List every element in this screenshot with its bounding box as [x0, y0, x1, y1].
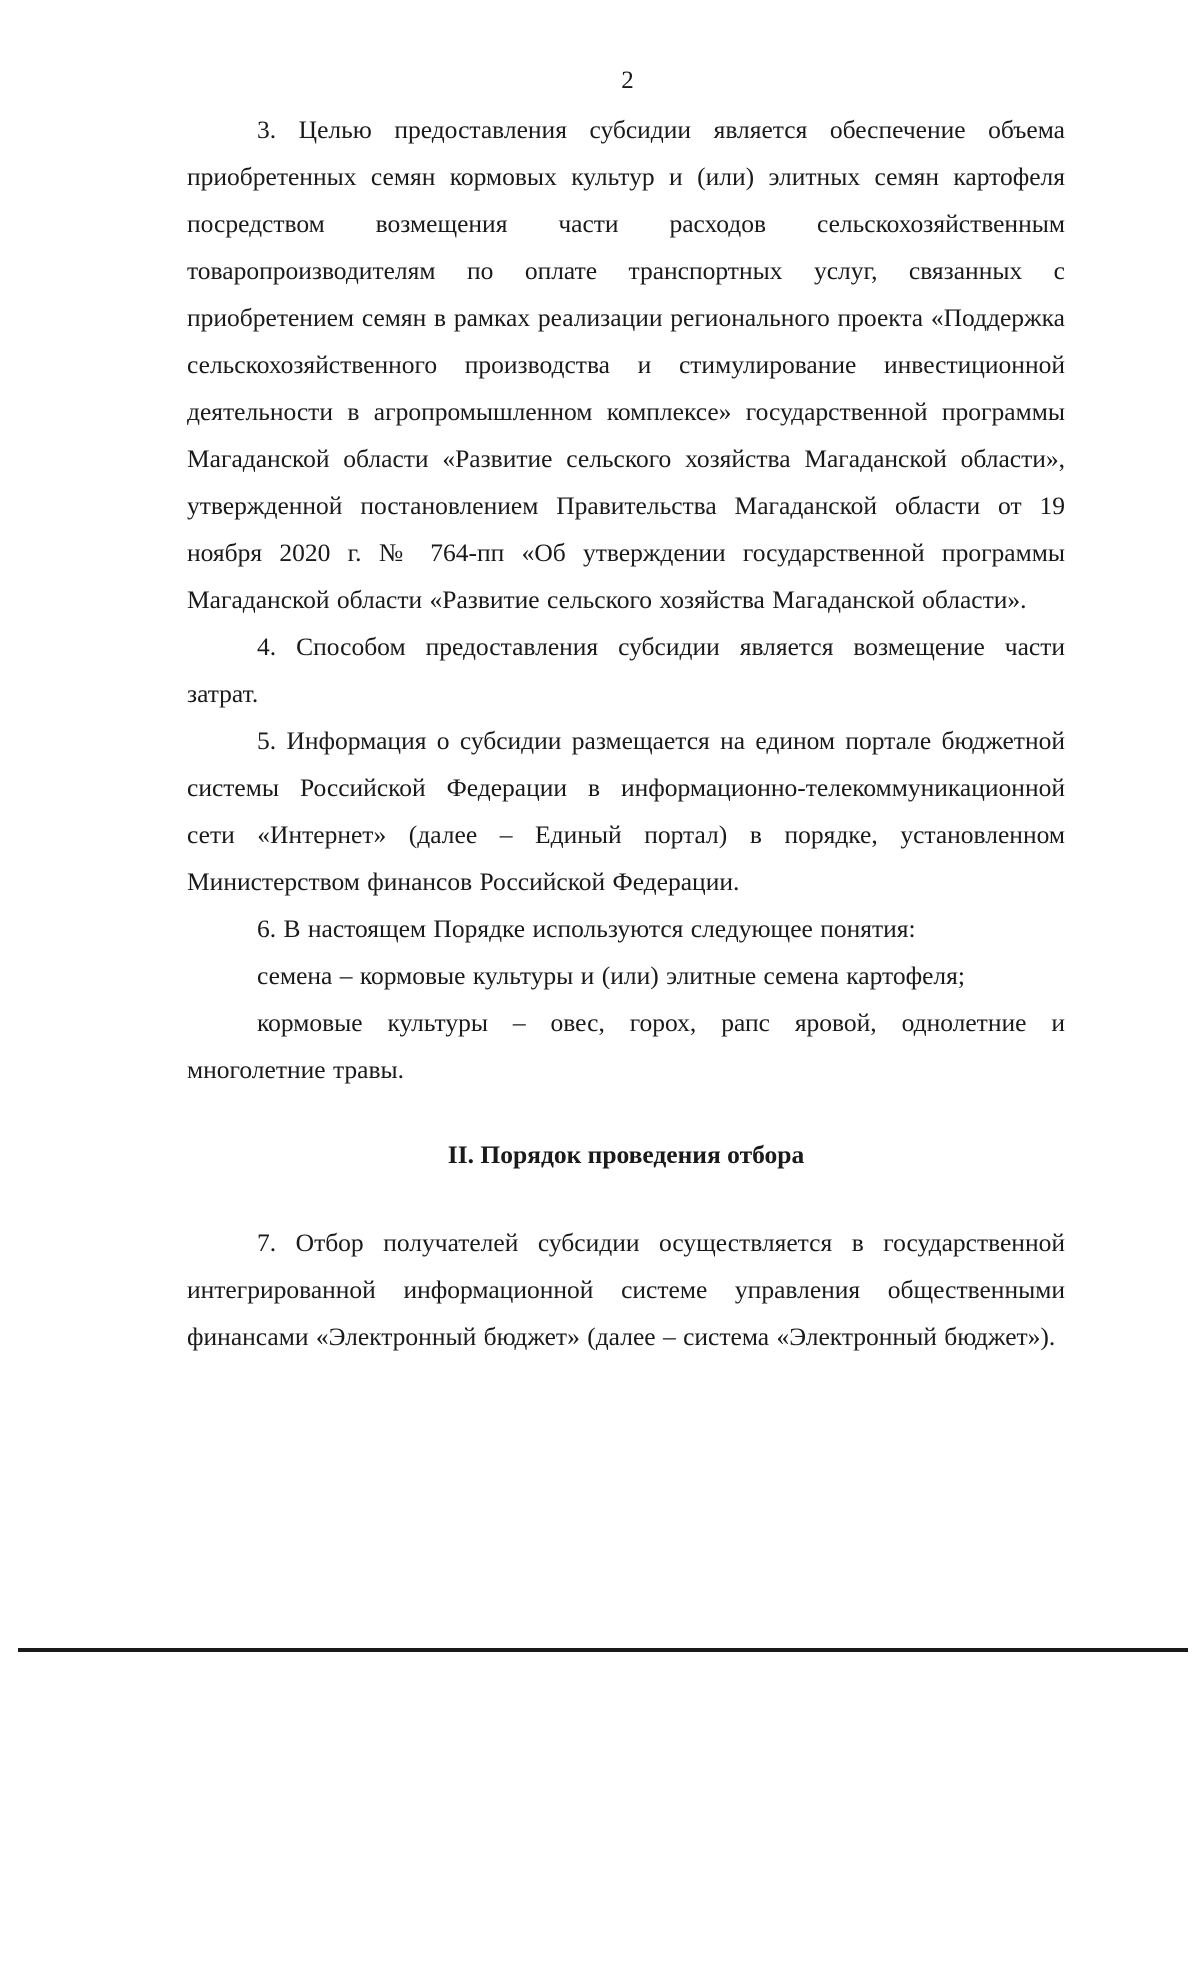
- paragraph-7-selection: 7. Отбор получателей субсидии осуществляется в государственной интегрированной информационной системе управления общественными финансами «Электронный бюджет» (далее – система «Электронный бюджет»).: [187, 1228, 1065, 1351]
- paragraph-3-subsidy-purpose: 3. Целью предоставления субсидии является обеспечение объема приобретенных семян кормовых культур и (или) элитных семян картофеля посредством возмещения части расходов сельскохозяйственным товаропроизводителям по оплате транспортных услуг, связанных с приобретением семян в рамках реализации регионального проекта «Поддержка сельскохозяйственного производства и стимулирование инвестиционной деятельности в агропромышленном комплексе» государственной программы Магаданской области «Развитие сельского хозяйства Магаданской области», утвержденной постановлением Правительства Магаданской области от 19 ноября 2020 г. № 764-пп «Об утверждении государственной программы Магаданской области «Развитие сельского хозяйства Магаданской области».: [187, 115, 1065, 614]
- document-body: [187, 106, 1065, 1360]
- page-number: 2: [621, 67, 634, 94]
- paragraph-4-subsidy-method: 4. Способом предоставления субсидии является возмещение части затрат.: [187, 632, 1065, 708]
- paragraph-6-definitions: 6. В настоящем Порядке используются следующее понятия:: [257, 914, 916, 943]
- section-2-heading: II. Порядок проведения отбора: [447, 1140, 805, 1169]
- paragraph-5-subsidy-information: 5. Информация о субсидии размещается на едином портале бюджетной системы Российской Федерации в информационно-телекоммуникационной сети «Интернет» (далее – Единый портал) в порядке, установленном Министерством финансов Российской Федерации.: [187, 726, 1065, 896]
- definition-seeds: семена – кормовые культуры и (или) элитные семена картофеля;: [257, 961, 965, 990]
- page-bottom-rule: [18, 1648, 1188, 1652]
- definition-forage-crops: кормовые культуры – овес, горох, рапс яровой, однолетние и многолетние травы.: [187, 1008, 1065, 1084]
